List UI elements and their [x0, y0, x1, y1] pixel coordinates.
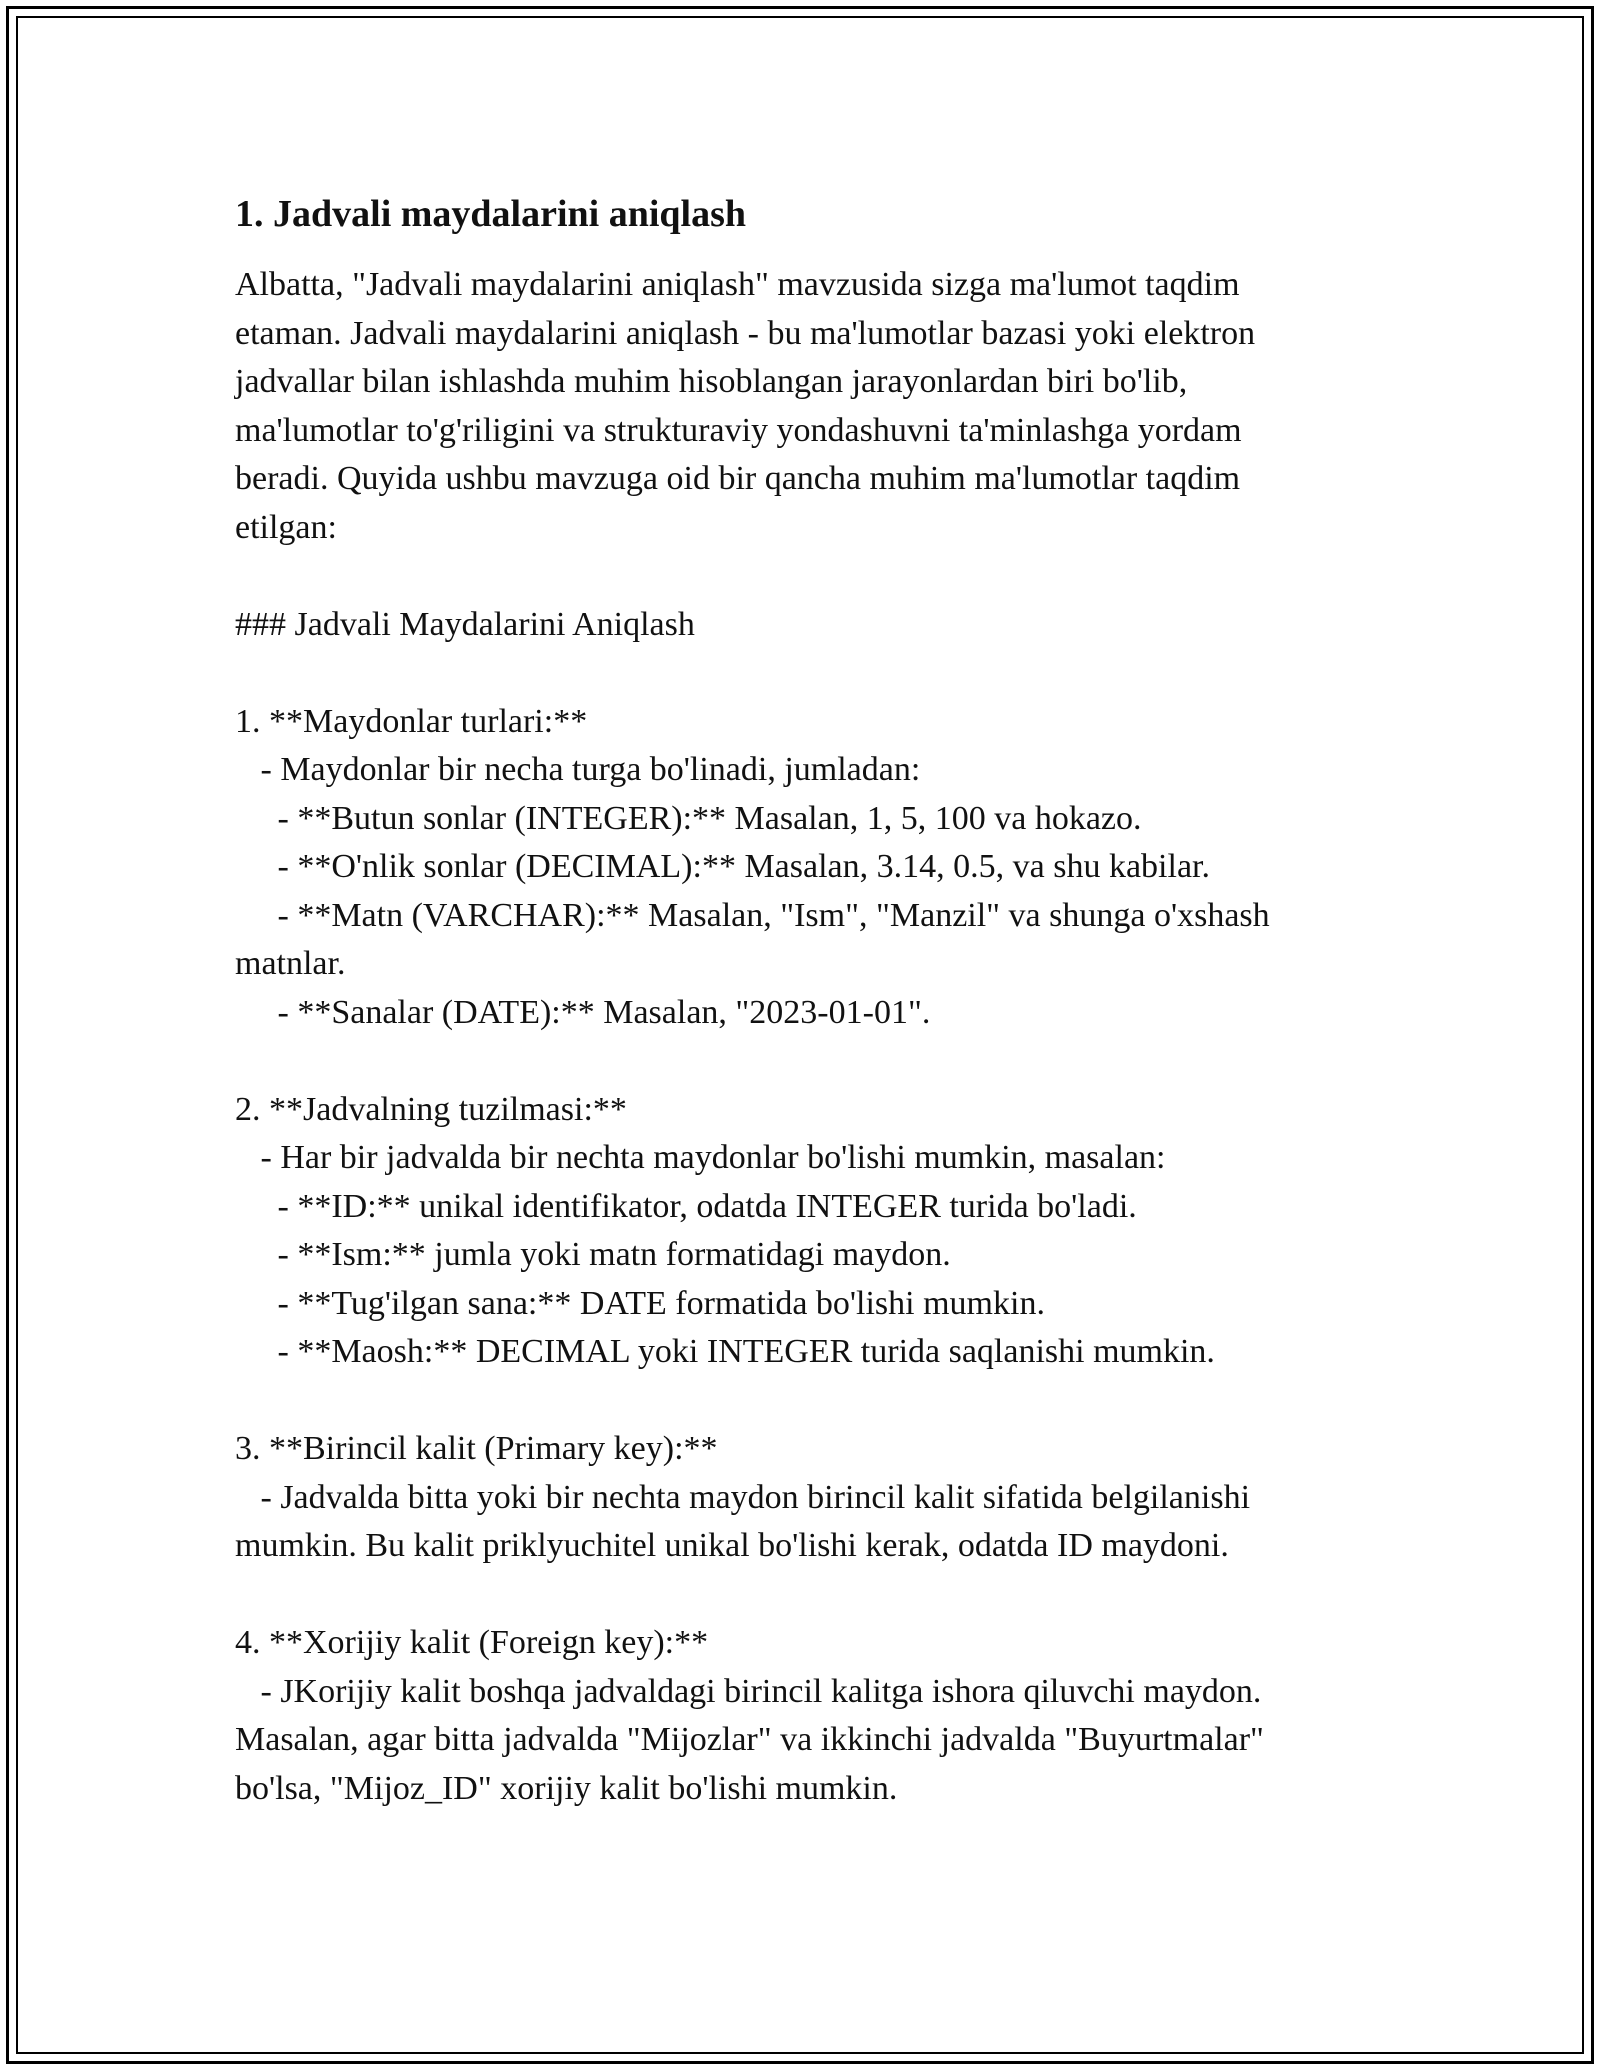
list-item-heading: 2. **Jadvalning tuzilmasi:**: [235, 1090, 627, 1128]
blank-line: [235, 649, 1385, 698]
text-line: bo'lsa, "Mijoz_ID" xorijiy kalit bo'lishi mumkin.: [235, 1769, 898, 1807]
document-body: [235, 185, 1385, 1813]
blank-line: [235, 1571, 1385, 1620]
list-subitem: - **Maosh:** DECIMAL yoki INTEGER turida saqlanishi mumkin.: [235, 1333, 1215, 1370]
text-line: Masalan, agar bitta jadvalda "Mijozlar" va ikkinchi jadvalda "Buyurtmalar": [235, 1721, 1264, 1758]
list-subitem: - **ID:** unikal identifikator, odatda INTEGER turida bo'ladi.: [235, 1187, 1137, 1225]
blank-line: [235, 1037, 1385, 1086]
list-subitem: - **Tug'ilgan sana:** DATE formatida bo'lishi mumkin.: [235, 1284, 1045, 1322]
list-subitem: - **Sanalar (DATE):** Masalan, "2023-01-01".: [235, 993, 931, 1031]
list-subitem: - Jadvalda bitta yoki bir nechta maydon birincil kalit sifatida belgilanishi: [235, 1478, 1251, 1516]
document-title: 1. Jadvali maydalarini aniqlash: [235, 193, 747, 235]
blank-line: [235, 1377, 1385, 1426]
list-subitem: - **Ism:** jumla yoki matn formatidagi maydon.: [235, 1236, 951, 1273]
text-line: jadvallar bilan ishlashda muhim hisoblangan jarayonlardan biri bo'lib,: [235, 363, 1188, 400]
text-line: matnlar.: [235, 945, 346, 982]
list-item-heading: 1. **Maydonlar turlari:**: [235, 702, 588, 740]
list-subitem: - **Butun sonlar (INTEGER):** Masalan, 1, 5, 100 va hokazo.: [235, 799, 1142, 837]
list-subitem: - JKorijiy kalit boshqa jadvaldagi birincil kalitga ishora qiluvchi maydon.: [235, 1672, 1262, 1710]
text-line: mumkin. Bu kalit priklyuchitel unikal bo'lishi kerak, odatda ID maydoni.: [235, 1527, 1229, 1564]
text-line: etilgan:: [235, 508, 337, 546]
list-item-heading: 3. **Birincil kalit (Primary key):**: [235, 1430, 718, 1467]
blank-line: [235, 552, 1385, 601]
text-line: etaman. Jadvali maydalarini aniqlash - bu ma'lumotlar bazasi yoki elektron: [235, 314, 1256, 352]
list-item-heading: 4. **Xorijiy kalit (Foreign key):**: [235, 1624, 709, 1661]
document-text: [235, 261, 1385, 1813]
text-line: beradi. Quyida ushbu mavzuga oid bir qancha muhim ma'lumotlar taqdim: [235, 460, 1241, 497]
list-subitem: - Har bir jadvalda bir nechta maydonlar bo'lishi mumkin, masalan:: [235, 1139, 1166, 1176]
text-line: Albatta, "Jadvali maydalarini aniqlash" mavzusida sizga ma'lumot taqdim: [235, 266, 1240, 303]
list-subitem: - Maydonlar bir necha turga bo'linadi, jumladan:: [235, 751, 921, 788]
list-subitem: - **O'nlik sonlar (DECIMAL):** Masalan, 3.14, 0.5, va shu kabilar.: [235, 848, 1210, 885]
list-subitem: - **Matn (VARCHAR):** Masalan, "Ism", "Manzil" va shunga o'xshash: [235, 896, 1270, 934]
text-line: ma'lumotlar to'g'riligini va strukturaviy yondashuvni ta'minlashga yordam: [235, 411, 1242, 449]
section-heading: ### Jadvali Maydalarini Aniqlash: [235, 605, 695, 643]
